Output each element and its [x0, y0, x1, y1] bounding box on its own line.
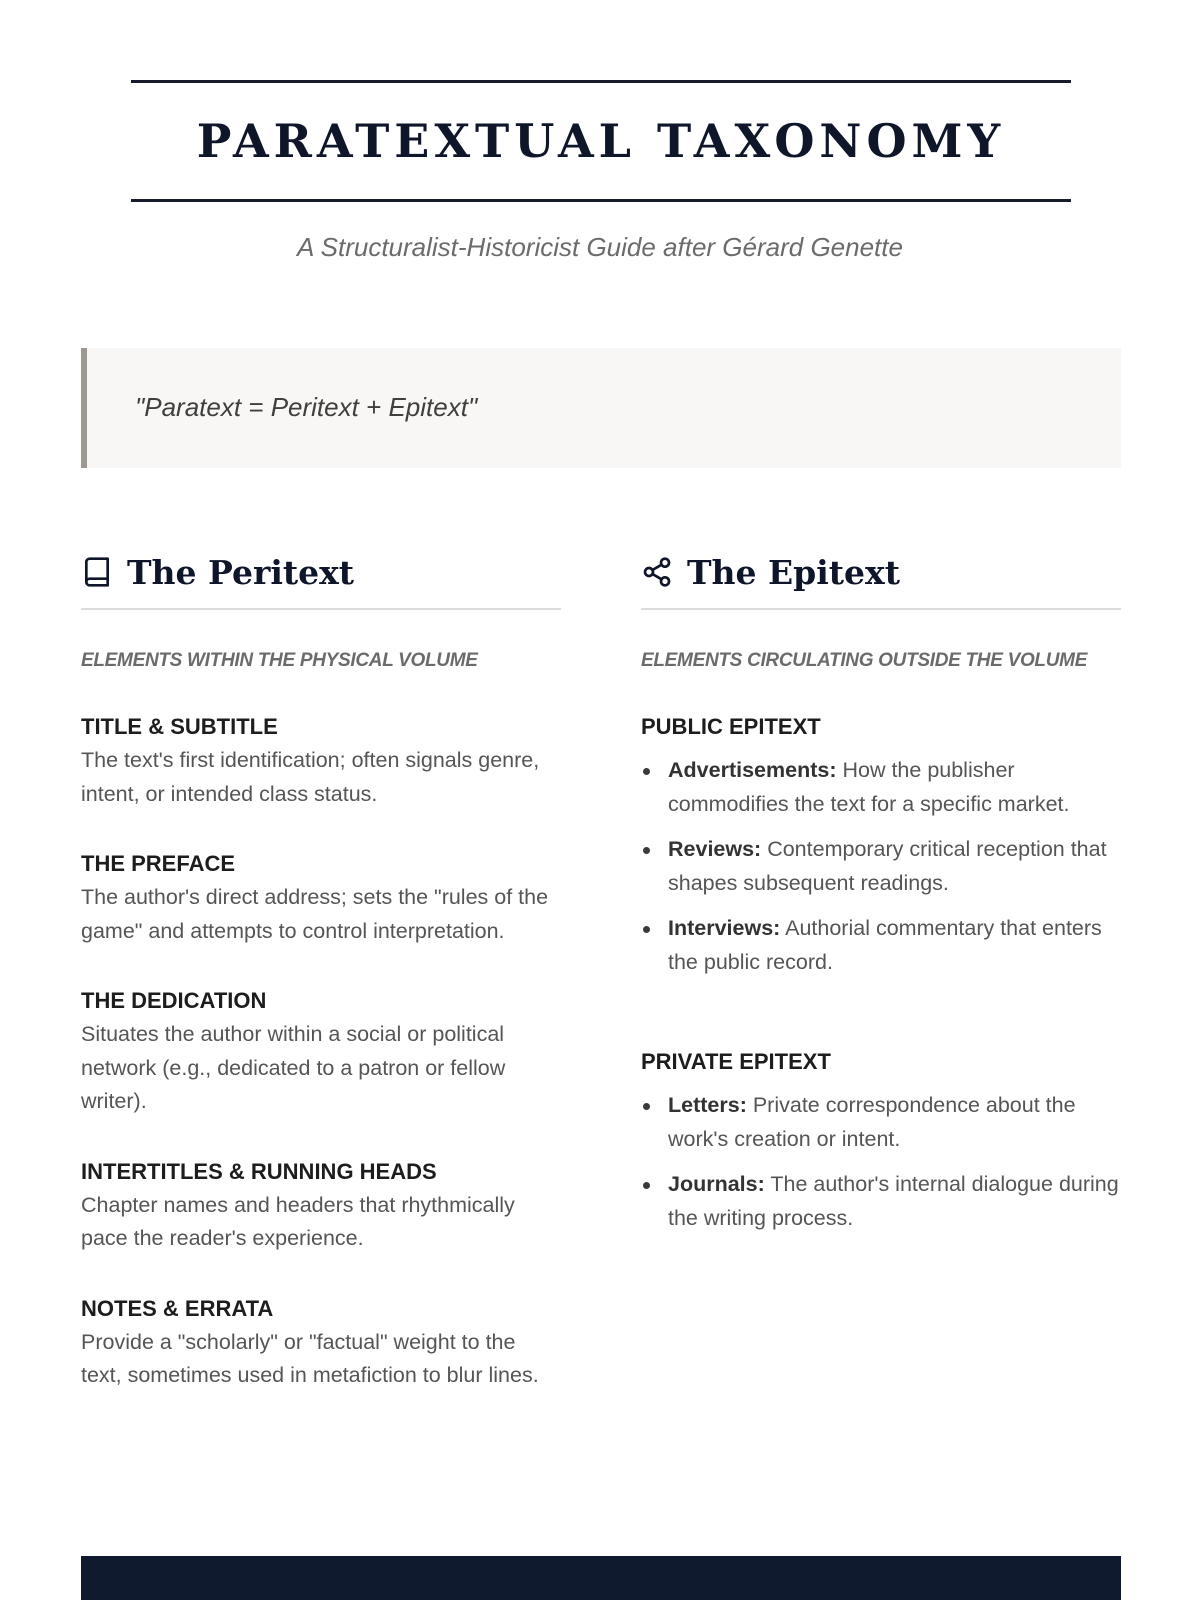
entry-description: Provide a "scholarly" or "factual" weight to the text, sometimes used in metafiction to blur lines.: [81, 1329, 539, 1387]
item-description: Authorial commentary that enters the public record.: [668, 916, 1102, 974]
public-epitext-group: [641, 712, 1121, 979]
formula-text: "Paratext = Peritext + Epitext": [135, 392, 478, 422]
peritext-entries: [81, 712, 561, 1393]
entry-description: The author's direct address; sets the "rules of the game" and attempts to control interpretation.: [81, 885, 549, 943]
peritext-entry: [81, 1294, 561, 1393]
private-epitext-group: [641, 1047, 1121, 1235]
private-epitext-list: [641, 1089, 1121, 1235]
item-description: Contemporary critical reception that shapes subsequent readings.: [668, 837, 1107, 895]
epitext-heading: [641, 548, 1121, 596]
epitext-divider: [641, 608, 1121, 610]
page-header: [131, 80, 1071, 202]
item-description: How the publisher commodifies the text for a specific market.: [668, 758, 1070, 816]
page-subtitle: A Structuralist-Historicist Guide after Gérard Genette: [297, 232, 903, 262]
peritext-entry: [81, 849, 561, 948]
entry-title: THE DEDICATION: [81, 988, 267, 1013]
peritext-title: The Peritext: [127, 552, 355, 592]
public-epitext-list: [641, 754, 1121, 979]
entry-description: Chapter names and headers that rhythmically pace the reader's experience.: [81, 1192, 515, 1250]
peritext-heading: [81, 548, 561, 596]
epitext-title: The Epitext: [687, 552, 900, 592]
header-bottom-rule: [131, 199, 1071, 202]
peritext-entry: [81, 986, 561, 1119]
formula-callout: [81, 348, 1121, 468]
item-description: The author's internal dialogue during the writing process.: [668, 1172, 1119, 1230]
item-term: Journals:: [668, 1172, 765, 1196]
peritext-entry: [81, 1157, 561, 1256]
book-icon: [81, 556, 113, 588]
item-term: Advertisements:: [668, 758, 837, 782]
item-description: Private correspondence about the work's creation or intent.: [668, 1093, 1076, 1151]
group-title: PUBLIC EPITEXT: [641, 714, 821, 739]
epitext-kicker: ELEMENTS CIRCULATING OUTSIDE THE VOLUME: [641, 650, 1088, 671]
list-item: [641, 754, 1121, 821]
list-item: [641, 833, 1121, 900]
page-title: PARATEXTUAL TAXONOMY: [196, 114, 1006, 168]
peritext-column: [81, 548, 561, 1393]
peritext-kicker: ELEMENTS WITHIN THE PHYSICAL VOLUME: [81, 650, 478, 671]
epitext-column: [641, 548, 1121, 1235]
entry-description: The text's first identification; often signals genre, intent, or intended class status.: [81, 748, 540, 806]
group-title: PRIVATE EPITEXT: [641, 1049, 831, 1074]
entry-title: TITLE & SUBTITLE: [81, 714, 278, 739]
item-term: Letters:: [668, 1093, 747, 1117]
peritext-entry: [81, 712, 561, 811]
entry-title: INTERTITLES & RUNNING HEADS: [81, 1158, 437, 1184]
list-item: [641, 912, 1121, 979]
entry-title: NOTES & ERRATA: [81, 1295, 274, 1321]
list-item: [641, 1168, 1121, 1235]
entry-title: THE PREFACE: [81, 851, 236, 876]
item-term: Interviews:: [668, 916, 781, 940]
footer-bar: [81, 1556, 1121, 1600]
peritext-divider: [81, 608, 561, 610]
entry-description: Situates the author within a social or political network (e.g., dedicated to a patron or fellow writer).: [81, 1022, 506, 1113]
item-term: Reviews:: [668, 837, 762, 861]
list-item: [641, 1089, 1121, 1156]
share-icon: [641, 556, 673, 588]
